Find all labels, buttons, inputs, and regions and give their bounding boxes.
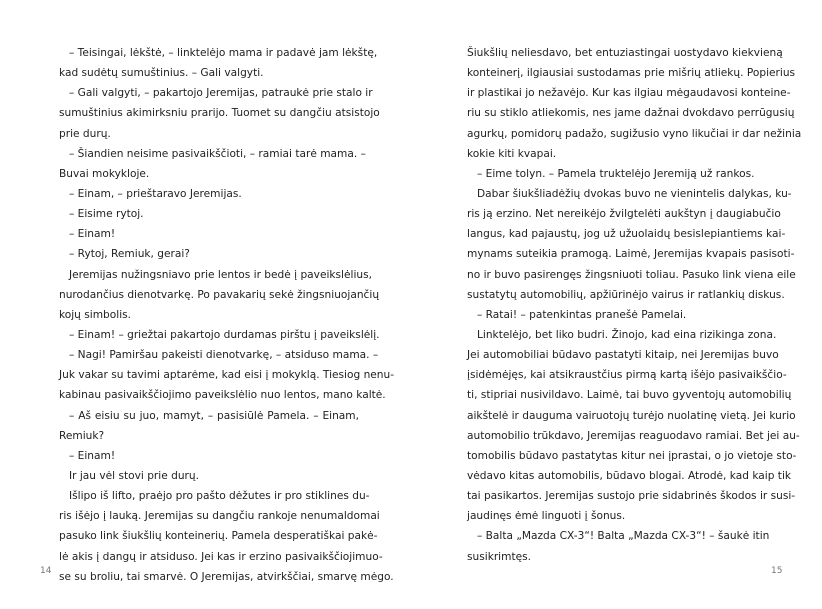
text-line: pasuko link šiukšlių konteinerių. Pamela desperatiškai pakė-: [59, 530, 378, 543]
text-line: ti, stipriai nusivildavo. Laimė, tai buvo gyventojų automobilių: [467, 389, 792, 402]
text-line: tai pasikartos. Jeremijas sustojo prie sidabrinės škodos ir susi-: [467, 490, 796, 503]
text-line: nurodančius dienotvarkę. Po pavakarių sekė žingsniuojančių: [59, 288, 380, 301]
text-line: vėdavo kitas automobilis, būdavo blogai. Atrodė, kad kaip tik: [467, 469, 792, 482]
text-line: – Nagi! Pamiršau pakeisti dienotvarkę, – atsiduso mama. –: [69, 349, 379, 362]
text-line: Linktelėjo, bet liko budri. Žinojo, kad eina rizikinga zona.: [477, 328, 777, 341]
text-line: – Eisime rytoj.: [69, 208, 144, 221]
text-line: agurkų, pomidorų padažo, sugižusio vyno likučiai ir dar nežinia: [467, 127, 802, 140]
text-line: – Teisingai, lėkštė, – linktelėjo mama ir padavė jam lėkštę,: [69, 47, 378, 59]
text-line: – Aš eisiu su juo, mamyt, – pasisiūlė Pamela. – Einam,: [69, 409, 359, 422]
text-line: sustatytų automobilių, apžiūrinėjo vairus ir ratlankių diskus.: [467, 288, 785, 301]
text-line: – Einam, – prieštaravo Jeremijas.: [69, 187, 242, 200]
text-line: Juk vakar su tavimi aptarėme, kad eisi į mokyklą. Tiesiog nenu-: [59, 369, 395, 382]
text-line: se su broliu, tai smarvė. O Jeremijas, atvirkščiai, smarvę mėgo.: [59, 570, 394, 583]
page-number-right: 15: [771, 566, 783, 576]
text-line: – Einam! – griežtai pakartojo durdamas pirštu į paveikslėlį.: [69, 328, 380, 341]
text-line: automobilio trūkdavo, Jeremijas reaguodavo ramiai. Bet jei au-: [467, 429, 800, 442]
text-line: – Balta „Mazda CX-3“! Balta „Mazda CX-3“! – šaukė itin: [477, 530, 770, 543]
text-line: ris išėjo į lauką. Jeremijas su dangčiu rankoje nenumaldomai: [59, 510, 380, 523]
text-line: langus, kad pajaustų, jog už užuolaidų besislepiantiems kai-: [467, 228, 786, 241]
text-line: – Einam!: [69, 449, 116, 462]
text-line: Ir jau vėl stovi prie durų.: [69, 469, 199, 482]
text-line: tomobilis būdavo pastatytas kitur nei įprastai, o jo vietoje stο-: [467, 449, 797, 462]
text-line: prie durų.: [59, 127, 111, 140]
text-line: kad sudėtų sumuštinius. – Gali valgyti.: [59, 67, 264, 80]
text-line: – Eime tolyn. – Pamela truktelėjo Jeremiją už rankos.: [477, 167, 755, 180]
text-line: kojų simbolis.: [59, 308, 132, 321]
text-line: – Ratai! – patenkintas pranešė Pamelai.: [477, 308, 687, 321]
right-page-text: [467, 43, 802, 567]
text-line: kokie kiti kvapai.: [467, 147, 557, 160]
text-line: susikrimtęs.: [467, 550, 532, 563]
text-line: – Einam!: [69, 228, 116, 241]
page-number-left: 14: [40, 566, 52, 576]
text-line: lė akis į dangų ir atsiduso. Jei kas ir erzino pasivaikščiojimuo-: [59, 550, 383, 563]
text-line: ris ją erzino. Net nereikėjo žvilgtelėti aukštyn į daugiabučio: [467, 208, 781, 221]
text-line: Šiukšlių neliesdavo, bet entuziastingai uostydavo kiekvieną: [467, 47, 783, 59]
text-line: Dabar šiukšliadėžių dvokas buvo ne vienintelis dalykas, ku-: [477, 187, 792, 200]
text-line: mynams suteikia pramogą. Laimė, Jeremijas kvapais pasisoti-: [467, 248, 795, 261]
text-line: – Šiandien neisime pasivaikščioti, – ramiai tarė mama. –: [69, 147, 366, 160]
text-line: Buvai mokykloje.: [59, 167, 150, 180]
text-line: jaudinęs ėmė linguoti į šonus.: [467, 510, 626, 523]
text-line: – Gali valgyti, – pakartojo Jeremijas, patraukė prie stalo ir: [69, 87, 373, 100]
left-page-text: [59, 43, 395, 587]
text-line: aikštelė ir dauguma vairuotojų turėjo nuolatinę vietą. Jei kurio: [467, 409, 796, 422]
text-line: Jei automobiliai būdavo pastatyti kitaip, nei Jeremijas buvo: [467, 349, 779, 362]
text-line: įsidėmėjęs, kai atsikraustčius pirmą kartą išėjo pasivaikščio-: [467, 369, 787, 382]
text-line: no ir buvo pasirengęs žingsniuoti toliau. Pasuko link viena eile: [467, 268, 796, 281]
text-line: Jeremijas nužingsniavo prie lentos ir bedė į paveikslėlius,: [69, 268, 373, 281]
text-line: Remiuk?: [59, 429, 105, 442]
text-line: kabinau pasivaikščiojimo paveikslėlio nuo lentos, mano kaltė.: [59, 389, 386, 402]
text-line: ir plastikai jo nežavėjo. Kur kas ilgiau mėgaudavosi konteine-: [467, 87, 791, 100]
text-line: sumuštinius akimirksniu prarijo. Tuomet su dangčiu atsistojo: [59, 107, 380, 120]
text-line: Išlipo iš lifto, praėjo pro pašto dėžutes ir pro stiklines du-: [69, 490, 370, 503]
text-line: – Rytoj, Remiuk, gerai?: [69, 248, 190, 261]
text-line: riu su stiklo atliekomis, nes jame dažnai dvokdavo perrūgusių: [467, 107, 795, 120]
text-line: konteinerį, ilgiausiai sustodamas prie mišrių atliekų. Popierius: [467, 67, 796, 80]
